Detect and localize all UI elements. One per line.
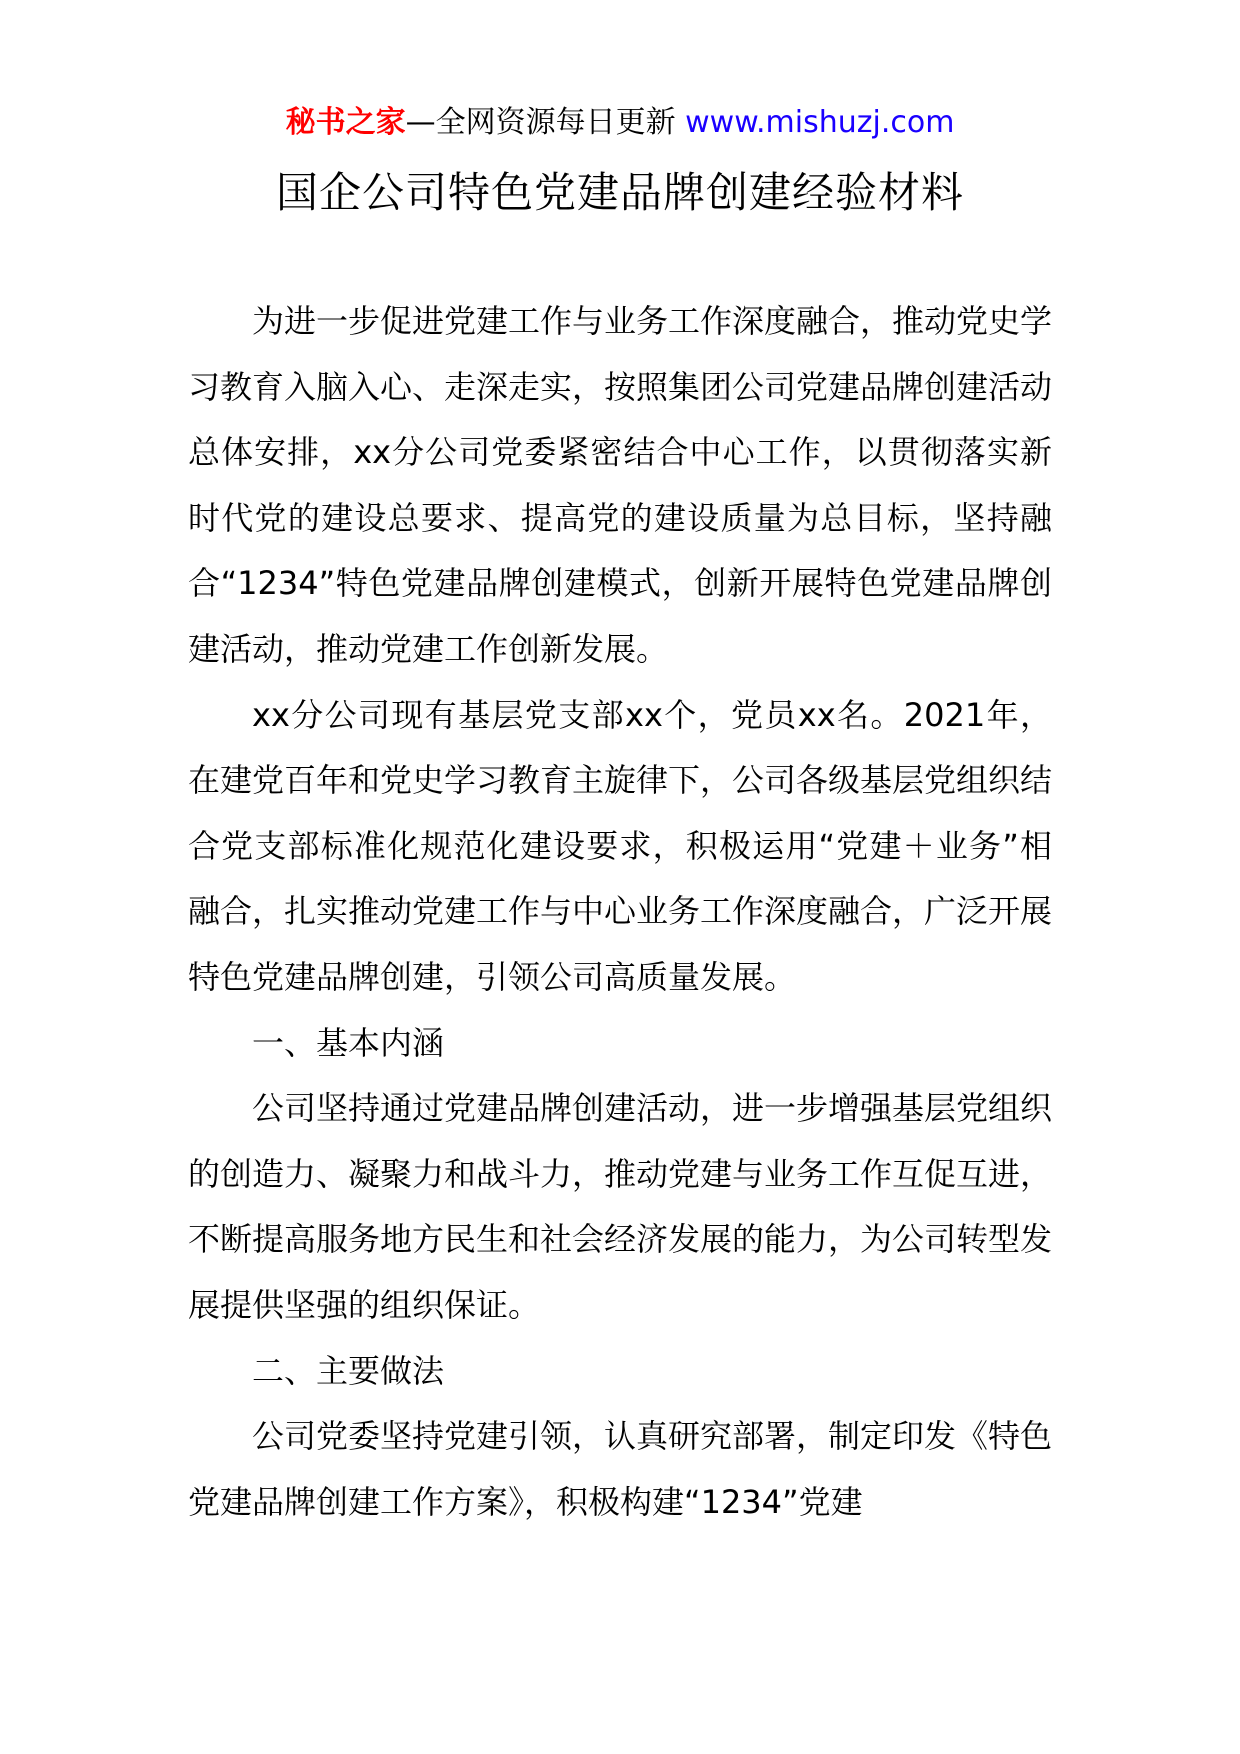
banner-url[interactable]: www.mishuzj.com <box>685 105 955 140</box>
banner-brand: 秘书之家 <box>285 105 406 140</box>
paragraph-basic-connotation: 公司坚持通过党建品牌创建活动，进一步增强基层党组织的创造力、凝聚力和战斗力，推动党建与业务工作互促互进，不断提高服务地方民生和社会经济发展的能力，为公司转型发展提供坚强的组织保证。 <box>188 1089 1053 1324</box>
banner-tagline: —全网资源每日更新 <box>405 105 686 140</box>
document-body <box>188 289 1052 1535</box>
paragraph-main-practices: 公司党委坚持党建引领，认真研究部署，制定印发《特色党建品牌创建工作方案》，积极构建“1234”党建 <box>188 1417 1053 1521</box>
site-banner <box>0 101 1240 145</box>
document-title: 国企公司特色党建品牌创建经验材料 <box>275 168 964 217</box>
paragraph-intro: 为进一步促进党建工作与业务工作深度融合，推动党史学习教育入脑入心、走深走实，按照集团公司党建品牌创建活动总体安排，xx分公司党委紧密结合中心工作，以贯彻落实新时代党的建设总要求、提高党的建设质量为总目标，坚持融合“1234”特色党建品牌创建模式，创新开展特色党建品牌创建活动，推动党建工作创新发展。 <box>188 302 1053 668</box>
paragraph-overview: xx分公司现有基层党支部xx个，党员xx名。2021年，在建党百年和党史学习教育主旋律下，公司各级基层党组织结合党支部标准化规范化建设要求，积极运用“党建＋业务”相融合，扎实推动党建工作与中心业务工作深度融合，广泛开展特色党建品牌创建，引领公司高质量发展。 <box>188 695 1053 996</box>
section-heading-main-practices: 二、主要做法 <box>252 1351 445 1390</box>
section-heading-basic-connotation: 一、基本内涵 <box>252 1023 445 1062</box>
